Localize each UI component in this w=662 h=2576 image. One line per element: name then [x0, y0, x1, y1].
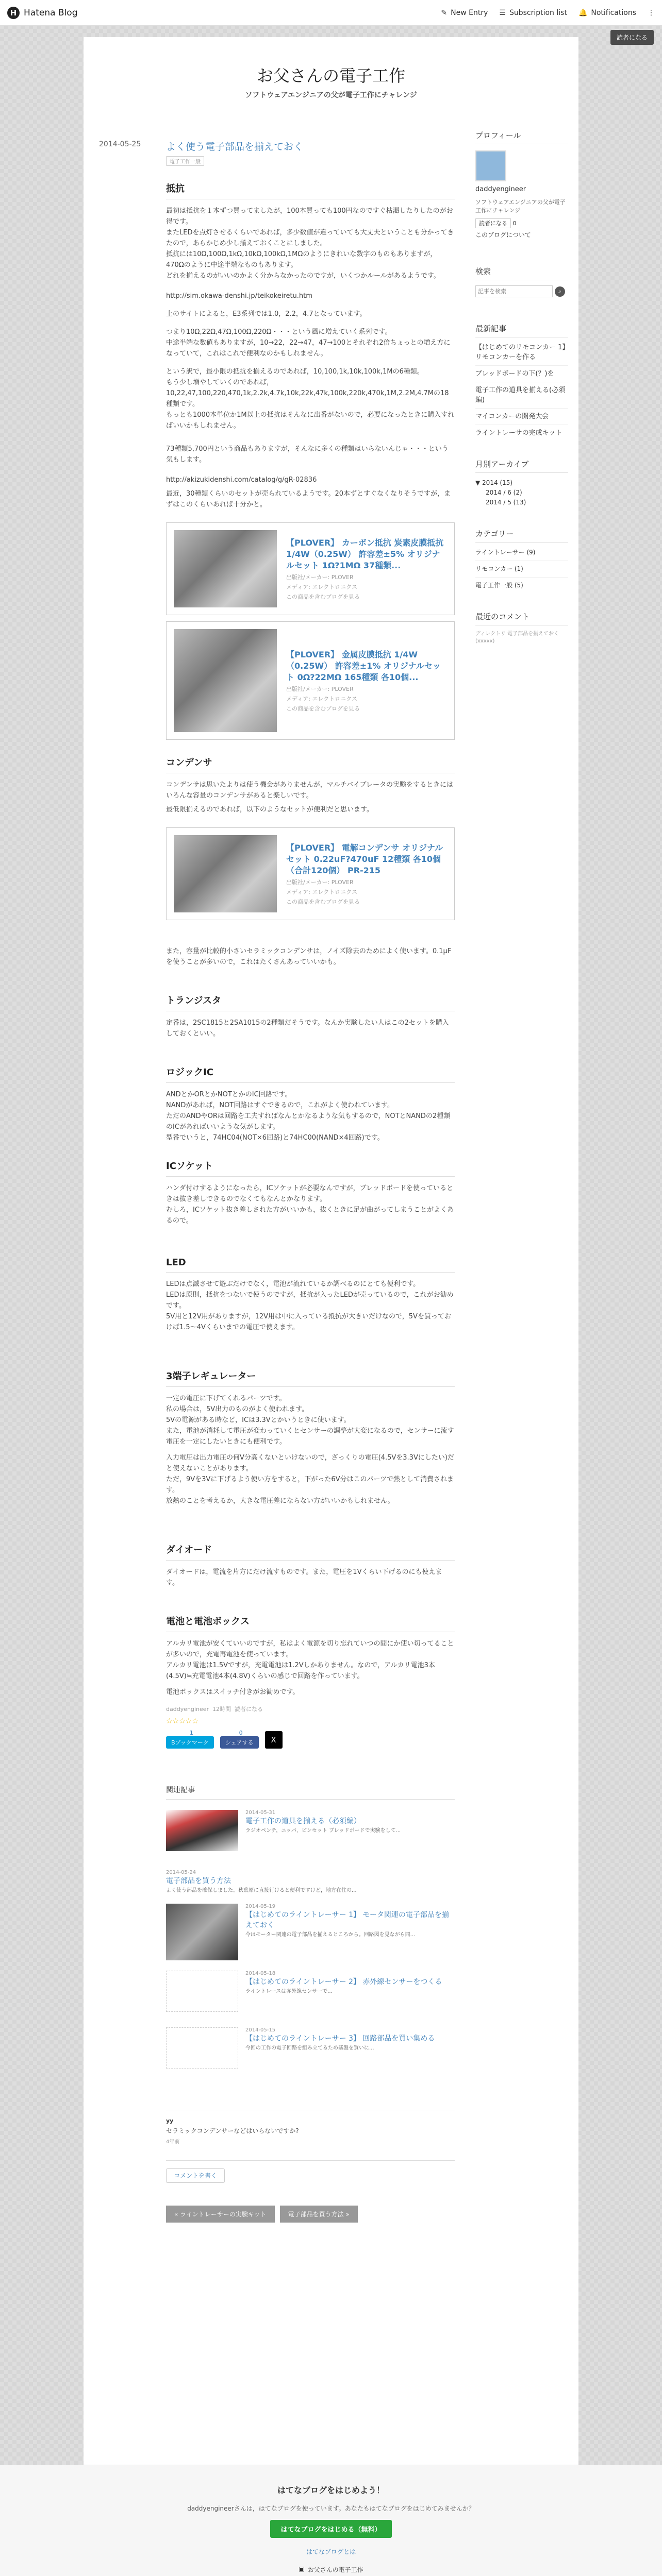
product-card[interactable]: [166, 827, 455, 920]
category-item[interactable]: リモコンカー (1): [475, 564, 568, 578]
related-item[interactable]: [166, 1904, 455, 1960]
global-nav: [441, 9, 655, 17]
related-desc: ライントレースは赤外線センサーで...: [245, 1989, 333, 1994]
x-share-button[interactable]: X: [265, 1731, 283, 1749]
paragraph: コンデンサは思いたよりは使う機会がありませんが，マルチバイブレータの実験をするときにはいろんな容量のコンデンサがあると楽しいです。: [166, 781, 454, 800]
blog-title[interactable]: お父さんの電子工作: [256, 66, 405, 85]
heading-battery: 電池と電池ボックス: [166, 1614, 455, 1632]
sidebar: [475, 130, 568, 645]
global-header: [0, 0, 662, 26]
comment-user[interactable]: yy: [166, 2117, 174, 2124]
heading-transistor: トランジスタ: [166, 993, 455, 1011]
related-date: 2014-05-31: [245, 1810, 276, 1816]
entry-time: 12時間: [212, 1706, 231, 1713]
related-title[interactable]: 【はじめてのライントレーサー 2】 赤外線センサーをつくる: [245, 1978, 442, 1986]
paragraph: 73種類5,700円という商品もありますが，そんなに多くの種類はいらないんじゃ・・・という気もします。: [166, 445, 449, 464]
paragraph: どれを揃えるのがいいのかよく分からなかったのですが，いくつかルールがあるようです。: [166, 272, 440, 280]
paragraph: という訳で，最小限の抵抗を揃えるのであれば，10,100,1k,10k,100k,1Mの6種類。: [166, 368, 424, 376]
comments-heading: 最近のコメント: [475, 611, 568, 625]
sidebar-subscribe-button[interactable]: 読者になる: [475, 218, 511, 228]
product-image[interactable]: [174, 530, 277, 607]
entry-category[interactable]: 電子工作一般: [166, 156, 204, 166]
recent-entry[interactable]: マイコンカーの開発大会: [475, 412, 568, 425]
related-title[interactable]: 【はじめてのライントレーサー 3】 回路部品を買い集める: [245, 2035, 435, 2043]
about-blog-link[interactable]: このブログについて: [475, 231, 531, 239]
avatar[interactable]: [475, 150, 506, 181]
profile-bio: ソフトウェアエンジニアの父が電子工作にチャレンジ: [475, 199, 566, 214]
paragraph: 最近，30種類くらいのセットが売られているようです。20本ずとすぐなくなりそうですが，まずはこのくらいあれば十分かと。: [166, 490, 451, 509]
paragraph: 抵抗には10Ω,100Ω,1kΩ,10kΩ,100kΩ,1MΩのようにきれいな数字のものもありますが，470Ωのように中途半端なものもあります。: [166, 250, 437, 269]
heading-regulator: 3端子レギュレーター: [166, 1369, 455, 1387]
entry-title[interactable]: よく使う電子部品を揃えておく: [166, 141, 304, 152]
menu-icon[interactable]: ⋮: [648, 8, 655, 17]
archive-year[interactable]: ▼ 2014 (15): [475, 479, 513, 486]
recent-entry[interactable]: 【はじめてのリモコンカー 1】リモコンカーを作る: [475, 343, 568, 366]
paragraph: ANDとかORとかNOTとかのIC回路です。: [166, 1091, 292, 1098]
pencil-icon: ✎: [441, 8, 448, 17]
category-item[interactable]: ライントレーサー (9): [475, 548, 568, 561]
paragraph: むしろ，ICソケット抜き差しされた方がいいかも，抜くときに足が曲がってしまうことがよくあるので。: [166, 1206, 454, 1225]
paragraph: また，電池が消耗して電圧が変わっていくとセンサーの調整が大変になるので，センサーに流す電圧を一定にしたいときにも便利です。: [166, 1427, 454, 1446]
entry-date[interactable]: 2014-05-25: [99, 140, 141, 148]
product-title[interactable]: 【PLOVER】 電解コンデンサ オリジナルセット 0.22uF?470uF 12種類 各10個 （合計120個） PR-215: [286, 842, 443, 875]
footer-title: はてなブログをはじめよう！: [277, 2485, 385, 2495]
paragraph: 一定の電圧に下げてくれるパーツです。: [166, 1395, 286, 1402]
product-title[interactable]: 【PLOVER】 カーボン抵抗 炭素皮膜抵抗 1/4W（0.25W） 許容差±5% オリジナルセット 1Ω?1MΩ 37種類...: [286, 537, 444, 570]
heading-diode: ダイオード: [166, 1543, 455, 1561]
related-thumb[interactable]: [166, 1904, 238, 1960]
search-heading: 検索: [475, 266, 568, 280]
write-comment-button[interactable]: コメントを書く: [166, 2168, 225, 2183]
blog-page: [84, 37, 578, 2465]
product-blog-link[interactable]: この商品を含むブログを見る: [286, 898, 360, 905]
paragraph: つまり10Ω,22Ω,47Ω,100Ω,220Ω・・・という風に増えていく系列です。: [166, 328, 392, 336]
paragraph: もっとも1000本単位か1M以上の抵抗はそんなに出番がないので，必要になったときに購入すればいいかもしれません。: [166, 411, 455, 430]
entry-meta: [166, 1705, 455, 1713]
product-meta: 出版社/メーカー: PLOVER: [286, 573, 354, 581]
footer-desc: daddyengineerさんは，はてなブログを使っています。あなたもはてなブログをはじめてみませんか？: [187, 2505, 475, 2512]
hatena-blog-logo[interactable]: H Hatena Blog: [7, 7, 78, 19]
comment-text: セラミックコンデンサーなどはいらないですか?: [166, 2127, 299, 2134]
related-item[interactable]: [166, 1870, 455, 1893]
star-rating[interactable]: ☆☆☆☆☆: [166, 1717, 198, 1725]
product-blog-link[interactable]: この商品を含むブログを見る: [286, 593, 360, 600]
blog-icon: ▣: [299, 2565, 305, 2572]
paragraph: 私の場合は，5V出力のものがよく使われます。: [166, 1405, 309, 1413]
comment: [166, 2110, 455, 2145]
related-title[interactable]: 【はじめてのライントレーサー 1】 モータ関連の電子部品を揃えておく: [245, 1911, 449, 1929]
product-meta: メディア: エレクトロニクス: [286, 695, 357, 702]
product-card[interactable]: [166, 621, 455, 740]
product-meta: 出版社/メーカー: PLOVER: [286, 685, 354, 692]
paragraph: 定番は，2SC1815と2SA1015の2種類だそうです。なんか実験したい人はこの2セットを購入しておくといい。: [166, 1019, 449, 1038]
product-meta: メディア: エレクトロニクス: [286, 888, 357, 895]
related-item[interactable]: [166, 2027, 455, 2069]
paragraph: LEDは原則，抵抗をつないで使うのですが，抵抗が入ったLEDが売っているので，これがお勧めです。: [166, 1291, 454, 1310]
product-meta: 出版社/メーカー: PLOVER: [286, 878, 354, 886]
link-url[interactable]: http://sim.okawa-denshi.jp/teikokeiretu.htm: [166, 292, 312, 300]
profile-heading: プロフィール: [475, 130, 568, 144]
recent-entry[interactable]: ライントレーサの完成キット: [475, 429, 562, 437]
author-link[interactable]: daddyengineer: [166, 1706, 209, 1713]
heading-capacitor: コンデンサ: [166, 755, 455, 773]
related-thumb[interactable]: [166, 2027, 238, 2069]
related-desc: ラジオペンチ，ニッパ，ピンセット ブレッドボードで実験をして...: [245, 1828, 401, 1834]
comment-time: 4年前: [166, 2139, 180, 2145]
new-entry-button[interactable]: ✎ New Entry: [441, 8, 488, 17]
paragraph: 上のサイトによると，E3系列では1.0，2.2，4.7となっています。: [166, 310, 367, 318]
blog-header: [84, 63, 578, 100]
product-card[interactable]: [166, 522, 455, 615]
hatena-logo-icon: H: [7, 7, 20, 19]
facebook-share-button[interactable]: シェアする: [220, 1736, 259, 1749]
notifications-button[interactable]: 🔔 Notifications: [578, 8, 636, 17]
search-icon[interactable]: ⌕: [555, 286, 565, 297]
paragraph: 型番でいうと，74HC04(NOT×6回路)と74HC00(NAND×4回路)です。: [166, 1134, 384, 1142]
next-entry-link[interactable]: 電子部品を買う方法 »: [280, 2206, 358, 2223]
related-title[interactable]: 電子部品を買う方法: [166, 1877, 231, 1885]
paragraph: アルカリ電池が安くていいのですが，私はよく電源を切り忘れていつの間にか使い切ってることが多いので，充電再電池を使っています。: [166, 1640, 454, 1658]
product-image[interactable]: [174, 835, 277, 912]
paragraph: ハンダ付けするようになったら，ICソケットが必要なんですが，ブレッドボードを使っているときは抜き差しできるのでなくてもなんとかなります。: [166, 1184, 453, 1203]
entry: [166, 139, 455, 2223]
category-heading: カテゴリー: [475, 528, 568, 543]
share-buttons: [166, 1730, 455, 1749]
recent-comment[interactable]: ディレクトリ 電子部品を揃えておく (xxxxx): [475, 631, 559, 644]
paragraph: NANDがあれば，NOT回路はすぐできるので，これがよく使われています。: [166, 1101, 394, 1109]
archive-heading: 月別アーカイブ: [475, 459, 568, 473]
related-thumb[interactable]: [166, 1971, 238, 2012]
paragraph: 電池ボックスはスイッチ付きがお勧めです。: [166, 1688, 300, 1696]
related-date: 2014-05-19: [245, 1904, 276, 1909]
paragraph: アルカリ電池は1.5Vですが，充電電池は1.2Vしかありません。なので，アルカリ電池3本(4.5V)≒充電電池4本(4.8V)くらいの感じで回路を作っています。: [166, 1662, 435, 1680]
paragraph: もう少し増やしていくのであれば，10,22,47,100,220,470,1k,2.2k,4.7k,10k,22k,47k,100k,220k,470k,1M,2.2M,4.7Mの18種類です。: [166, 379, 449, 408]
category-item[interactable]: 電子工作一般 (5): [475, 582, 523, 589]
list-icon: ☰: [499, 8, 506, 17]
link-url[interactable]: http://akizukidenshi.com/catalog/g/gR-02836: [166, 476, 317, 484]
product-blog-link[interactable]: この商品を含むブログを見る: [286, 705, 360, 712]
pager: [166, 2206, 455, 2223]
comment-form: [166, 2160, 455, 2180]
paragraph: また，容量が比較的小さいセラミックコンデンサは，ノイズ除去のためによく使います。0.1μFを使うことが多いので，これはたくさんあっていいかも。: [166, 947, 452, 966]
subscription-button[interactable]: ☰ Subscription list: [499, 8, 567, 17]
hatebu-button[interactable]: Bブックマーク: [166, 1736, 214, 1749]
related-desc: よく使う部品を確保しました。秋葉原に直接行けると便利ですけど，地方在住の...: [166, 1888, 357, 1893]
footer-blog-name[interactable]: お父さんの電子工作: [307, 2566, 363, 2573]
related-date: 2014-05-15: [245, 2027, 276, 2033]
reader-link[interactable]: 読者になる: [235, 1706, 263, 1713]
paragraph: 入力電圧は出力電圧の何V分高くないといけないので，ざっくりの電圧(4.5Vを3.3Vにしたい)だと使えないことがあります。: [166, 1454, 454, 1472]
about-hatena-link[interactable]: はてなブログとは: [306, 2548, 356, 2555]
related-desc: 今はモーター関連の電子部品を揃えるところから。回路図を見ながら同...: [245, 1932, 416, 1938]
paragraph: 最低限揃えるのであれば，以下のようなセットが便利だと思います。: [166, 806, 373, 814]
paragraph: ダイオードは，電流を片方にだけ流すものです。また，電圧を1Vくらい下げるのにも使えます。: [166, 1568, 442, 1587]
related-heading: 関連記事: [166, 1785, 455, 1800]
related-item[interactable]: [166, 1810, 455, 1851]
site-footer: [0, 2465, 662, 2576]
recent-entry[interactable]: ブレッドボードの下(？)を: [475, 369, 568, 382]
product-title[interactable]: 【PLOVER】 金属皮膜抵抗 1/4W（0.25W） 許容差±1% オリジナルセット 0Ω?22MΩ 165種類 各10個...: [286, 649, 441, 682]
facebook-count: 0: [239, 1730, 243, 1736]
paragraph: 5Vの電源がある時など，ICは3.3Vとかいうときに使います。: [166, 1416, 351, 1424]
heading-led: LED: [166, 1257, 455, 1273]
paragraph: LEDは点滅させて遊ぶだけでなく，電池が流れているか調べるのにとても便利です。: [166, 1280, 420, 1288]
recent-entry[interactable]: 電子工作の道具を揃える(必須編): [475, 385, 568, 409]
profile-username[interactable]: daddyengineer: [475, 185, 526, 193]
search-input[interactable]: [475, 285, 553, 297]
related-thumb[interactable]: [166, 1810, 238, 1851]
heading-resistor: 抵抗: [166, 181, 455, 199]
paragraph: 中途半端な数値もありますが，10→22，22→47，47→100とそれぞれ2倍ちょっとの増え方になっていて，これはこれで便利なのかもしれません。: [166, 339, 451, 358]
subscriber-count: 0: [512, 220, 517, 227]
recent-heading: 最新記事: [475, 323, 568, 337]
heading-ic-socket: ICソケット: [166, 1159, 455, 1177]
paragraph: 最初は抵抗を１本ずつ買ってましたが，100本買っても100円なのですぐ枯渇したりしたのがお得です。: [166, 207, 453, 226]
archive-month[interactable]: 2014 / 5 (13): [486, 499, 526, 506]
paragraph: 5V用と12V用がありますが，12V用は中に入っている抵抗が大きいだけなので，5Vを買っておけば1.5〜4Vくらいまでの電圧で使えます。: [166, 1313, 451, 1331]
paragraph: またLEDを点灯させるくらいであれば，多少数値が違っていても大丈夫ということも分かってきたので，あらかじめ少し揃えておくことにしました。: [166, 229, 454, 247]
related-date: 2014-05-18: [245, 1971, 276, 1976]
related-desc: 今回の工作の電子回路を組み立てるため基盤を買いに...: [245, 2045, 374, 2051]
paragraph: ただ，9Vを3Vに下げるよう使い方をすると，下がった6V分はこのパーツで熱として消費されます。: [166, 1476, 454, 1494]
subscribe-button[interactable]: 読者になる: [610, 30, 654, 45]
hatebu-count: 1: [189, 1730, 193, 1736]
prev-entry-link[interactable]: « ライントレーサーの実験キット: [166, 2206, 275, 2223]
blog-description: ソフトウェアエンジニアの父が電子工作にチャレンジ: [245, 91, 417, 99]
product-meta: メディア: エレクトロニクス: [286, 583, 357, 590]
product-image[interactable]: [174, 629, 277, 732]
start-blog-button[interactable]: はてなブログをはじめる（無料）: [270, 2520, 391, 2538]
archive-month[interactable]: 2014 / 6 (2): [486, 489, 522, 496]
related-title[interactable]: 電子工作の道具を揃える（必須編）: [245, 1817, 361, 1825]
bell-icon: 🔔: [578, 8, 588, 17]
heading-logic-ic: ロジックIC: [166, 1065, 455, 1083]
related-item[interactable]: [166, 1971, 455, 2012]
related-date: 2014-05-24: [166, 1870, 196, 1875]
paragraph: 放熱のことを考えるか，大きな電圧差にならない方がいいかもしれません。: [166, 1497, 394, 1505]
paragraph: ただのANDやORは回路を工夫すればなんとかなるような気もするので，NOTとNANDの2種類のICがあればいいような気がします。: [166, 1112, 451, 1131]
